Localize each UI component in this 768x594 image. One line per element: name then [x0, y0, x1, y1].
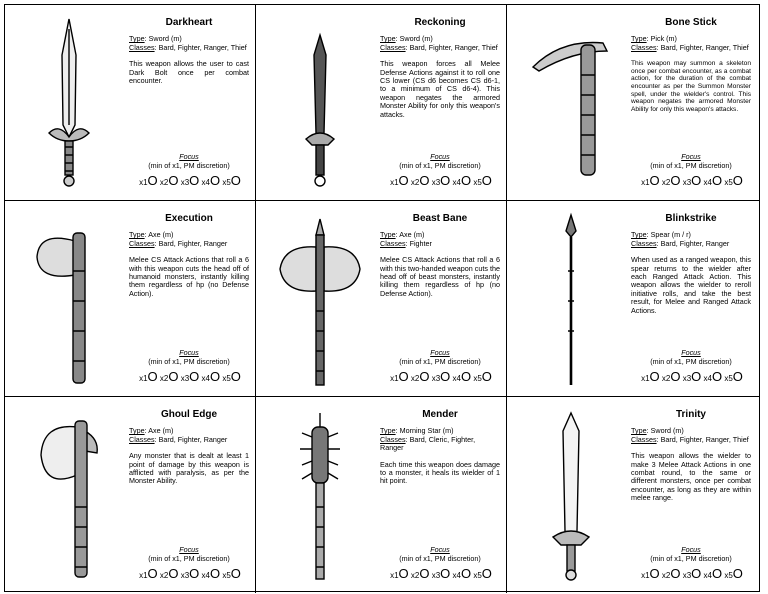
card-description: This weapon allows the user to cast Dark Bolt once per combat encounter.	[129, 59, 249, 86]
focus-block: Focus (min of x1, PM discretion)	[399, 152, 481, 170]
axe-icon	[19, 407, 119, 585]
classes-line: Classes: Bard, Fighter, Ranger, Thief	[380, 42, 498, 52]
classes-line: Classes: Bard, Fighter, Ranger, Thief	[631, 434, 749, 444]
sword-icon	[270, 15, 370, 193]
focus-block: Focus (min of x1, PM discretion)	[650, 545, 732, 563]
card-title: Ghoul Edge	[160, 409, 218, 420]
weapon-card	[507, 201, 759, 397]
card-description: This weapon allows the wielder to make 3 Melee Attack Actions in one combat round, to the same or different monsters, once per combat encounter, as long as they are within melee range.	[631, 451, 751, 503]
type-line: Type: Morning Star (m)	[380, 426, 454, 436]
type-line: Type: Axe (m)	[380, 230, 425, 240]
classes-line: Classes: Bard, Fighter, Ranger, Thief	[129, 42, 247, 52]
classes-line: Classes: Bard, Cleric, Fighter, Ranger	[380, 434, 476, 453]
morning-star-icon	[270, 407, 370, 585]
sword-icon	[521, 407, 621, 585]
card-grid	[4, 4, 760, 592]
card-title: Reckoning	[414, 17, 466, 28]
classes-line: Classes: Bard, Fighter, Ranger, Thief	[631, 42, 749, 52]
card-title: Trinity	[675, 409, 706, 420]
card-description: Melee CS Attack Actions that roll a 6 with this weapon cuts the head off of humanoid monsters, instantly killing them regardless of hp (no Defense Action).	[129, 255, 249, 298]
spear-icon	[521, 211, 621, 389]
type-line: Type: Sword (m)	[631, 426, 684, 436]
card-description: Any monster that is dealt at least 1 point of damage by this weapon is afflicted with paralysis, as per the Monster Ability.	[129, 451, 249, 486]
use-tracker[interactable]: x1O x2O x3O x4O x5O	[139, 173, 241, 188]
type-line: Type: Sword (m)	[129, 34, 182, 44]
card-description: Melee CS Attack Actions that roll a 6 with this two-handed weapon cuts the head off of beast monsters, instantly killing them regardless of hp (no Defense Action).	[380, 255, 500, 298]
weapon-card	[507, 5, 759, 201]
use-tracker[interactable]: x1O x2O x3O x4O x5O	[641, 369, 743, 384]
type-line: Type: Sword (m)	[380, 34, 433, 44]
use-tracker[interactable]: x1O x2O x3O x4O x5O	[390, 369, 492, 384]
sword-icon	[19, 15, 119, 193]
focus-block: Focus (min of x1, PM discretion)	[399, 348, 481, 366]
focus-block: Focus (min of x1, PM discretion)	[650, 348, 732, 366]
pick-icon	[521, 15, 621, 193]
axe-icon	[19, 211, 119, 389]
type-line: Type: Axe (m)	[129, 230, 174, 240]
classes-line: Classes: Fighter	[380, 238, 432, 248]
classes-line: Classes: Bard, Fighter, Ranger	[631, 238, 730, 248]
card-description: This weapon may summon a skeleton once per combat encounter, as a combat action, for the duration of the combat encounter as per the Summon Monster spell, under the wielder's control. This weapon negates the armored Monster Ability for only this weapon's attacks.	[631, 60, 751, 113]
use-tracker[interactable]: x1O x2O x3O x4O x5O	[390, 173, 492, 188]
weapon-card	[5, 5, 256, 201]
card-title: Blinkstrike	[665, 213, 717, 224]
classes-line: Classes: Bard, Fighter, Ranger	[129, 434, 228, 444]
card-title: Mender	[422, 409, 458, 420]
weapon-card	[5, 201, 256, 397]
focus-block: Focus (min of x1, PM discretion)	[650, 152, 732, 170]
card-title: Darkheart	[165, 17, 213, 28]
use-tracker[interactable]: x1O x2O x3O x4O x5O	[641, 173, 743, 188]
focus-block: Focus (min of x1, PM discretion)	[399, 545, 481, 563]
type-line: Type: Pick (m)	[631, 34, 677, 44]
focus-block: Focus (min of x1, PM discretion)	[148, 348, 230, 366]
card-title: Bone Stick	[665, 17, 717, 28]
card-description: Each time this weapon does damage to a monster, it heals its wielder of 1 hit point.	[380, 459, 500, 486]
use-tracker[interactable]: x1O x2O x3O x4O x5O	[390, 566, 492, 581]
classes-line: Classes: Bard, Fighter, Ranger	[129, 238, 228, 248]
focus-block: Focus (min of x1, PM discretion)	[148, 152, 230, 170]
use-tracker[interactable]: x1O x2O x3O x4O x5O	[641, 566, 743, 581]
use-tracker[interactable]: x1O x2O x3O x4O x5O	[139, 566, 241, 581]
weapon-card	[256, 5, 507, 201]
card-title: Execution	[165, 213, 213, 224]
weapon-card	[507, 397, 759, 593]
weapon-card	[5, 397, 256, 593]
type-line: Type: Axe (m)	[129, 426, 174, 436]
focus-block: Focus (min of x1, PM discretion)	[148, 545, 230, 563]
card-title: Beast Bane	[412, 213, 468, 224]
use-tracker[interactable]: x1O x2O x3O x4O x5O	[139, 369, 241, 384]
double-axe-icon	[270, 211, 370, 389]
card-description: When used as a ranged weapon, this spear returns to the wielder after each Ranged Attack Action. This weapon allows the wielder to reroll initiative rolls, and take the best result, for Melee and Ranged Attack Actions.	[631, 255, 751, 315]
weapon-card	[256, 201, 507, 397]
weapon-card	[256, 397, 507, 593]
card-description: This weapon forces all Melee Defense Actions against it to roll one CS lower (CS d6 becomes CS d6-1, to a minimum of CS d6-4). This weapon negates the armored Monster Ability for only this weapon's attacks.	[380, 59, 500, 119]
type-line: Type: Spear (m / r)	[631, 230, 691, 240]
